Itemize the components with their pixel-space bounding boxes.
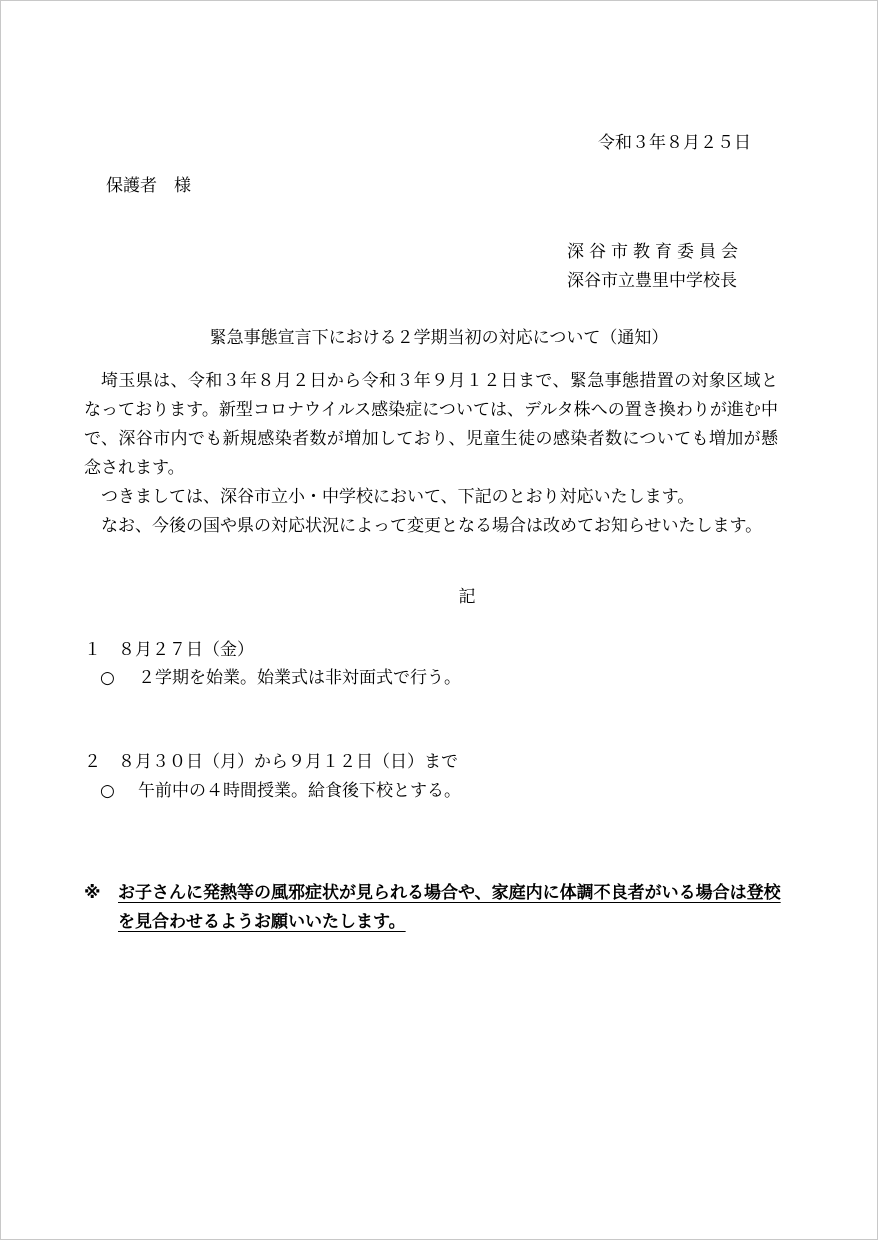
issuer-board: 深谷市教育委員会 [567,242,743,262]
body-paragraph: なお、今後の国や県の対応状況によって変更となる場合は改めてお知らせいたします。 [101,516,763,536]
item-number: １ [84,640,101,660]
item-date: ８月３０日（月）から９月１２日（日）まで [118,752,458,772]
recipient: 保護者 様 [106,176,191,196]
note-text: お子さんに発熱等の風邪症状が見られる場合や、家庭内に体調不良者がいる場合は登校を見合わせるようお願いいたします。 [118,883,781,932]
issuer-principal: 深谷市立豊里中学校長 [567,271,737,291]
issuer-block [567,238,743,296]
body-paragraph: 埼玉県は、令和３年８月２日から令和３年９月１２日まで、緊急事態措置の対象区域となっております。新型コロナウイルス感染症については、デルタ株への置き換わりが進む中で、深谷市内でも新規感染者数が増加しており、児童生徒の感染者数についても増加が懸念されます。 [84,371,778,478]
body-paragraph: つきましては、深谷市立小・中学校において、下記のとおり対応いたします。 [101,487,695,507]
item-heading [84,754,458,771]
item-number: ２ [84,752,101,772]
item-detail-text: 午前中の４時間授業。給食後下校とする。 [138,781,461,801]
note-mark: ※ [84,883,101,903]
item-date: ８月２７日（金） [118,640,254,660]
circle-bullet: ○ [100,781,115,801]
document-title: 緊急事態宣言下における２学期当初の対応について（通知） [209,328,669,348]
item-detail-text: ２学期を始業。始業式は非対面式で行う。 [138,668,461,688]
circle-bullet: ○ [100,668,115,688]
body-text [84,367,778,541]
note-block [84,879,784,937]
item-detail [100,670,461,687]
document-date: 令和３年８月２５日 [598,133,751,153]
item-heading [84,642,254,659]
note-text-wrap [118,879,784,937]
item-detail [100,783,461,800]
ki-heading: 記 [458,587,476,607]
